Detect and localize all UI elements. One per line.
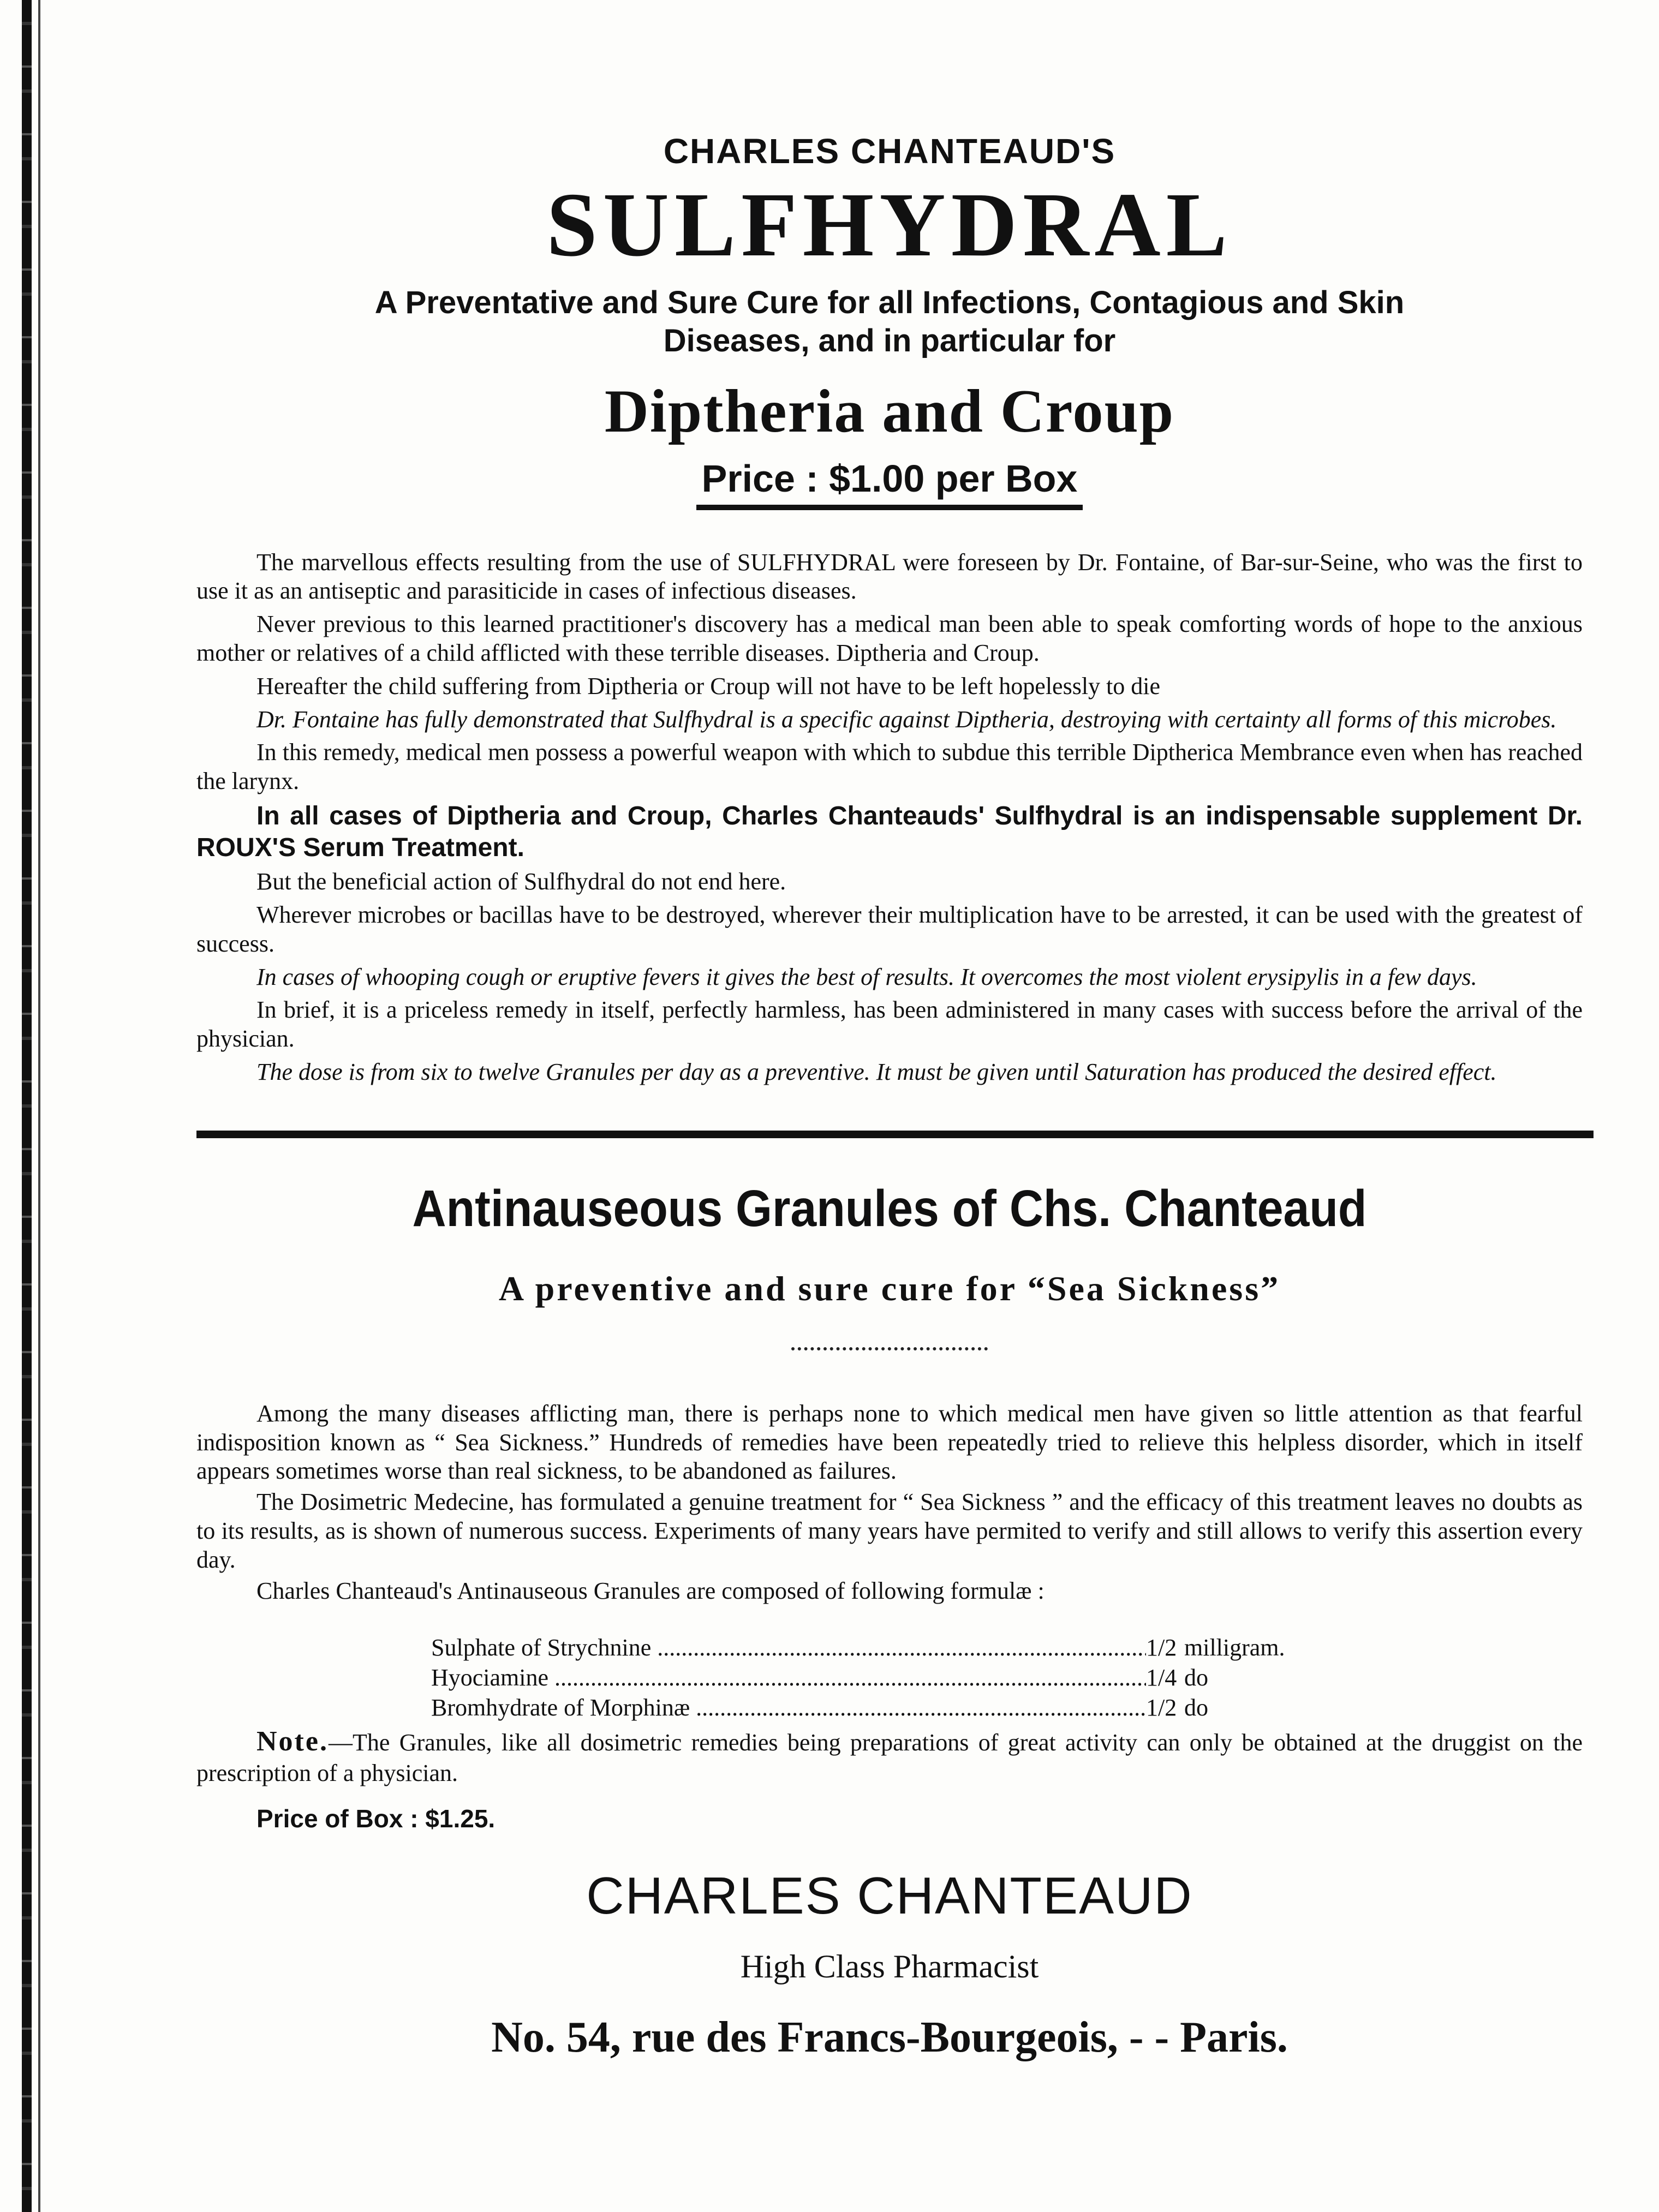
section2-title: Antinauseous Granules of Chs. Chanteaud: [412, 1179, 1367, 1237]
paragraph: Wherever microbes or bacillas have to be destroyed, wherever their multiplication have to be arrested, it can be used with the greatest of success.: [196, 901, 1583, 957]
ingredient-unit: do: [1184, 1694, 1208, 1721]
paragraph: Never previous to this learned practitioner's discovery has a medical man been able to speak comforting words of hope to the anxious mother or relatives of a child afflicted with these terrible diseases. Diptheria and Croup.: [196, 611, 1583, 666]
paragraph: The dose is from six to twelve Granules per day as a preventive. It must be given until Saturation has produced the desired effect.: [256, 1058, 1497, 1085]
paragraph: The marvellous effects resulting from the use of SULFHYDRAL were foreseen by Dr. Fontaine, of Bar-sur-Seine, who was the first to use it as an antiseptic and parasiticide in cases of infectious diseases.: [196, 548, 1583, 605]
subtitle-line-2: Diseases, and in particular for: [663, 322, 1116, 358]
ingredient-name: Bromhydrate of Morphinæ .....: [431, 1693, 1146, 1723]
binding-edge: [22, 0, 32, 2212]
paragraph: Hereafter the child suffering from Diptheria or Croup will not have to be left hopelessly to die: [256, 672, 1161, 700]
advertisement-page: [196, 131, 1583, 2062]
section-divider: [196, 1131, 1594, 1138]
pharmacist-name: CHARLES CHANTEAUD: [586, 1867, 1193, 1926]
antinauseous-body: [196, 1400, 1583, 1834]
footer-signature: [196, 1866, 1583, 2062]
section2-subtitle: A preventive and sure cure for “Sea Sickness”: [498, 1269, 1281, 1308]
paragraph: Among the many diseases afflicting man, there is perhaps none to which medical men have given so little attention as that fearful indisposition known as “ Sea Sickness.” Hundreds of remedies have been repeatedly tried to relieve this helpless disorder, which in itself appears sometimes worse than real sickness, to be abandoned as failures.: [196, 1400, 1583, 1485]
paragraph: The Dosimetric Medecine, has formulated a genuine treatment for “ Sea Sickness ” and the efficacy of this treatment leaves no doubts as to its results, as is shown of numerous success. Experiments of many years have permited to verify and still allows to verify this assertion every day.: [196, 1488, 1583, 1573]
paragraph: But the beneficial action of Sulfhydral do not end here.: [256, 868, 786, 895]
ingredient-name: Sulphate of Strychnine .....: [431, 1633, 1146, 1663]
pharmacist-title: High Class Pharmacist: [740, 1948, 1039, 1985]
formula-row: [431, 1693, 1583, 1723]
paragraph: In brief, it is a priceless remedy in itself, perfectly harmless, has been administered in many cases with success before the arrival of the physician.: [196, 996, 1583, 1053]
ingredient-qty: 1/2: [1146, 1634, 1177, 1661]
ingredient-unit: do: [1184, 1664, 1208, 1691]
paragraph: In cases of whooping cough or eruptive fevers it gives the best of results. It overcomes the most violent erysipylis in a few days.: [256, 963, 1477, 990]
paragraph: Dr. Fontaine has fully demonstrated that Sulfhydral is a specific against Diptheria, destroying with certainty all forms of this microbes.: [256, 706, 1557, 733]
formula-row: [431, 1663, 1583, 1693]
sulfhydral-body: [196, 548, 1583, 1087]
note-paragraph: [196, 1725, 1583, 1787]
binding-line: [38, 0, 40, 2212]
formula-row: [431, 1633, 1583, 1663]
brand-heading: CHARLES CHANTEAUD'S: [663, 131, 1116, 171]
pharmacy-address: No. 54, rue des Francs-Bourgeois, - - Paris.: [491, 2013, 1288, 2062]
paragraph: In all cases of Diptheria and Croup, Charles Chanteauds' Sulfhydral is an indispensable supplement Dr. ROUX'S Serum Treatment.: [196, 801, 1583, 862]
section2-header: [196, 1179, 1583, 1350]
paragraph: Charles Chanteaud's Antinauseous Granules are composed of following formulæ :: [256, 1577, 1045, 1604]
ingredient-name: Hyociamine .....: [431, 1663, 1146, 1693]
ingredient-qty: 1/4: [1146, 1664, 1177, 1691]
diseases-heading: Diptheria and Croup: [604, 377, 1175, 445]
subtitle-line-1: A Preventative and Sure Cure for all Infections, Contagious and Skin: [374, 285, 1405, 321]
paragraph: In this remedy, medical men possess a powerful weapon with which to subdue this terrible Diptherica Membrance even when has reached the larynx.: [196, 739, 1583, 795]
price-label: Price : $1.00 per Box: [696, 457, 1083, 510]
ingredient-unit: milligram.: [1184, 1634, 1285, 1661]
ornament-divider: [791, 1342, 988, 1350]
note-label: Note.: [256, 1726, 329, 1757]
header: [196, 131, 1583, 510]
formula-list: [431, 1633, 1583, 1723]
box-price: Price of Box : $1.25.: [256, 1804, 496, 1833]
ingredient-qty: 1/2: [1146, 1694, 1177, 1721]
product-title: SULFHYDRAL: [546, 174, 1233, 276]
note-text: —The Granules, like all dosimetric remedies being preparations of great activity can only be obtained at the druggist on the prescription of a physician.: [196, 1729, 1583, 1786]
